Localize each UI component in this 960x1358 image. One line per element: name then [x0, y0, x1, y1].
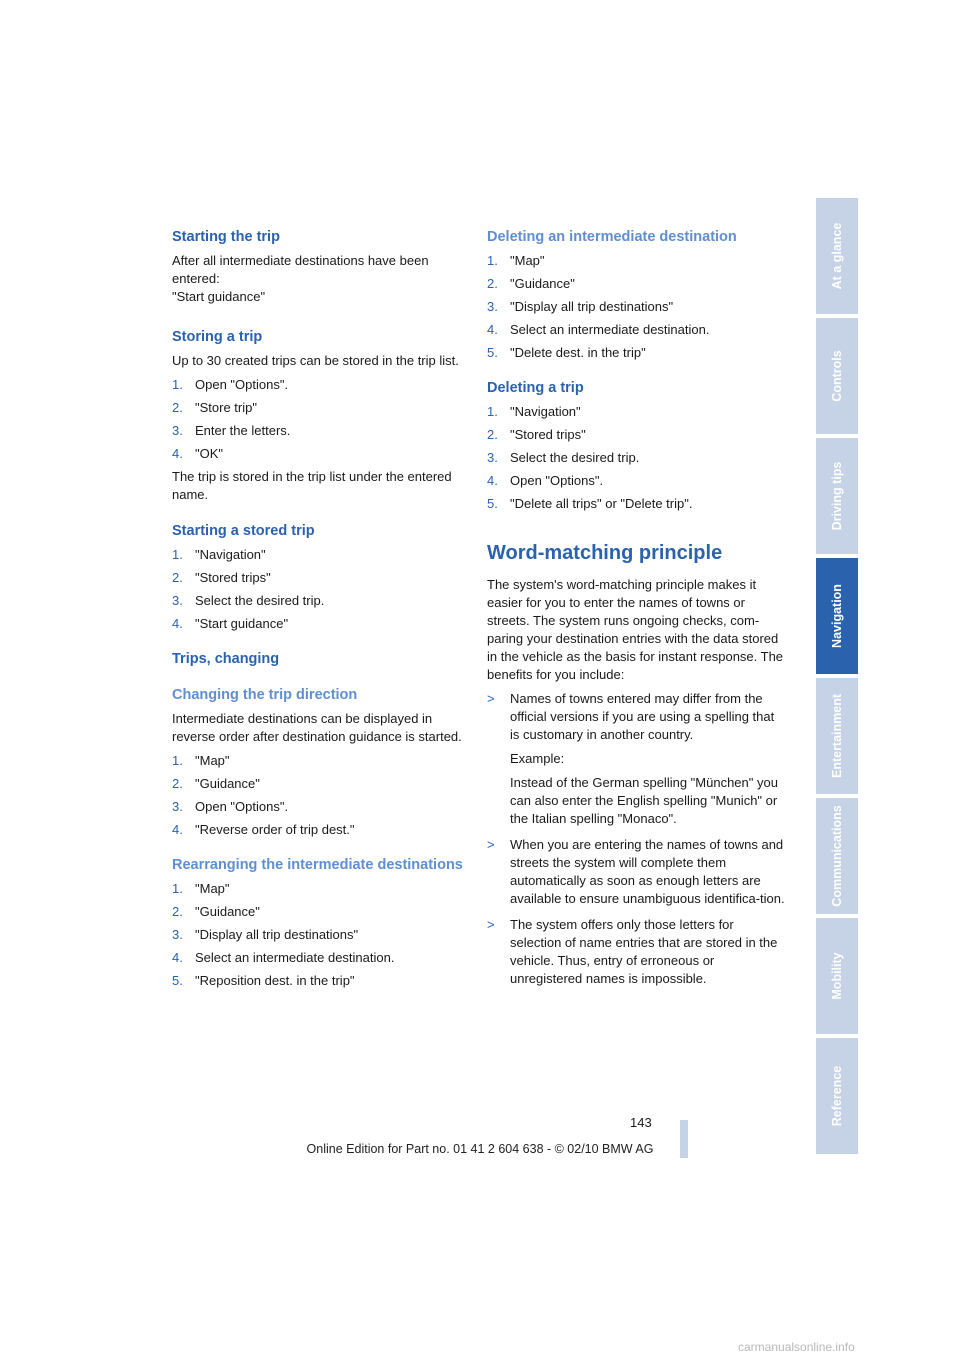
steps-list: [172, 546, 464, 633]
page-number: 143: [630, 1115, 652, 1130]
list-item: > Names of towns entered may differ from the official versions if you are using a spelling that is customary in another country. Example: Instead of the German spelling "München" you can also enter the English spelling "Munich" or the Italian spelling "Monaco".: [487, 691, 778, 826]
list-item: 3. Open "Options".: [172, 799, 289, 814]
list-item: > The system offers only those letters for selection of name entries that are stored in the vehicle. Thus, entry of erroneous or unregistered names is impossible.: [487, 917, 778, 986]
list-item: 2. "Stored trips": [172, 570, 271, 585]
tab-communications[interactable]: Communications: [816, 798, 858, 914]
bullet-list: [487, 690, 785, 988]
list-item: 4. Select an intermediate destination.: [487, 322, 710, 337]
steps-list: [172, 752, 464, 839]
list-item: 3. Select the desired trip.: [487, 450, 640, 465]
paragraph: "Start guidance": [172, 289, 266, 304]
heading-changing-direction: Changing the trip direction: [172, 687, 358, 703]
list-item: 1. "Navigation": [487, 404, 581, 419]
heading-deleting-intermediate: Deleting an intermediate destination: [487, 229, 737, 245]
list-item: 5. "Reposition dest. in the trip": [172, 973, 355, 988]
list-item: 3. Enter the letters.: [172, 423, 291, 438]
tab-controls[interactable]: Controls: [816, 318, 858, 434]
steps-list: [172, 376, 464, 463]
heading-starting-stored-trip: Starting a stored trip: [172, 523, 315, 539]
tab-reference[interactable]: Reference: [816, 1038, 858, 1154]
list-item: 1. Open "Options".: [172, 377, 289, 392]
list-item: 3. Select the desired trip.: [172, 593, 325, 608]
heading-rearranging: Rearranging the intermediate destinations: [172, 857, 463, 873]
tab-driving-tips[interactable]: Driving tips: [816, 438, 858, 554]
list-item: 2. "Stored trips": [487, 427, 586, 442]
list-item: 1. "Map": [487, 253, 545, 268]
list-item: 5. "Delete dest. in the trip": [487, 345, 646, 360]
tab-navigation[interactable]: Navigation: [816, 558, 858, 674]
list-item: 1. "Navigation": [172, 547, 266, 562]
list-item: 1. "Map": [172, 753, 230, 768]
list-item: 4. Select an intermediate destination.: [172, 950, 395, 965]
left-column: [172, 228, 464, 995]
heading-deleting-trip: Deleting a trip: [487, 380, 584, 396]
paragraph: After all intermediate destinations have been entered:: [172, 253, 429, 286]
tab-mobility[interactable]: Mobility: [816, 918, 858, 1034]
list-item: 2. "Guidance": [487, 276, 575, 291]
heading-starting-trip: Starting the trip: [172, 229, 280, 245]
list-item: > When you are entering the names of towns and streets the system will complete them automatically as soon as enough letters are available to ensure unambiguous identifica-tion.: [487, 837, 785, 906]
chapter-tabs: [816, 198, 858, 1158]
paragraph: Up to 30 created trips can be stored in the trip list.: [172, 353, 459, 368]
list-item: 1. "Map": [172, 881, 230, 896]
list-item: 3. "Display all trip destinations": [487, 299, 674, 314]
steps-list: [487, 403, 785, 513]
watermark: carmanualsonline.info: [738, 1340, 855, 1354]
heading-word-matching: Word-matching principle: [487, 542, 723, 564]
paragraph: Intermediate destinations can be displayed in reverse order after destination guidance is started.: [172, 711, 462, 744]
paragraph: The system's word-matching principle makes it easier for you to enter the names of towns or streets. The system runs ongoing checks, com-paring your destination entries with the data stored in the vehicle as the basis for instant response. The benefits for you include:: [487, 577, 784, 682]
list-item: 3. "Display all trip destinations": [172, 927, 359, 942]
list-item: 5. "Delete all trips" or "Delete trip".: [487, 496, 693, 511]
list-item: 2. "Store trip": [172, 400, 257, 415]
list-item: 4. "OK": [172, 446, 224, 461]
paragraph: The trip is stored in the trip list under the entered name.: [172, 469, 452, 502]
right-column: [487, 228, 785, 996]
heading-trips-changing: Trips, changing: [172, 651, 280, 667]
footer-text: Online Edition for Part no. 01 41 2 604 638 - © 02/10 BMW AG: [306, 1142, 654, 1156]
tab-entertainment[interactable]: Entertainment: [816, 678, 858, 794]
tab-at-a-glance[interactable]: At a glance: [816, 198, 858, 314]
list-item: 4. Open "Options".: [487, 473, 604, 488]
steps-list: [172, 880, 464, 990]
list-item: 4. "Reverse order of trip dest.": [172, 822, 355, 837]
list-item: 4. "Start guidance": [172, 616, 289, 631]
list-item: 2. "Guidance": [172, 904, 260, 919]
steps-list: [487, 252, 785, 362]
heading-storing-trip: Storing a trip: [172, 329, 263, 345]
list-item: 2. "Guidance": [172, 776, 260, 791]
